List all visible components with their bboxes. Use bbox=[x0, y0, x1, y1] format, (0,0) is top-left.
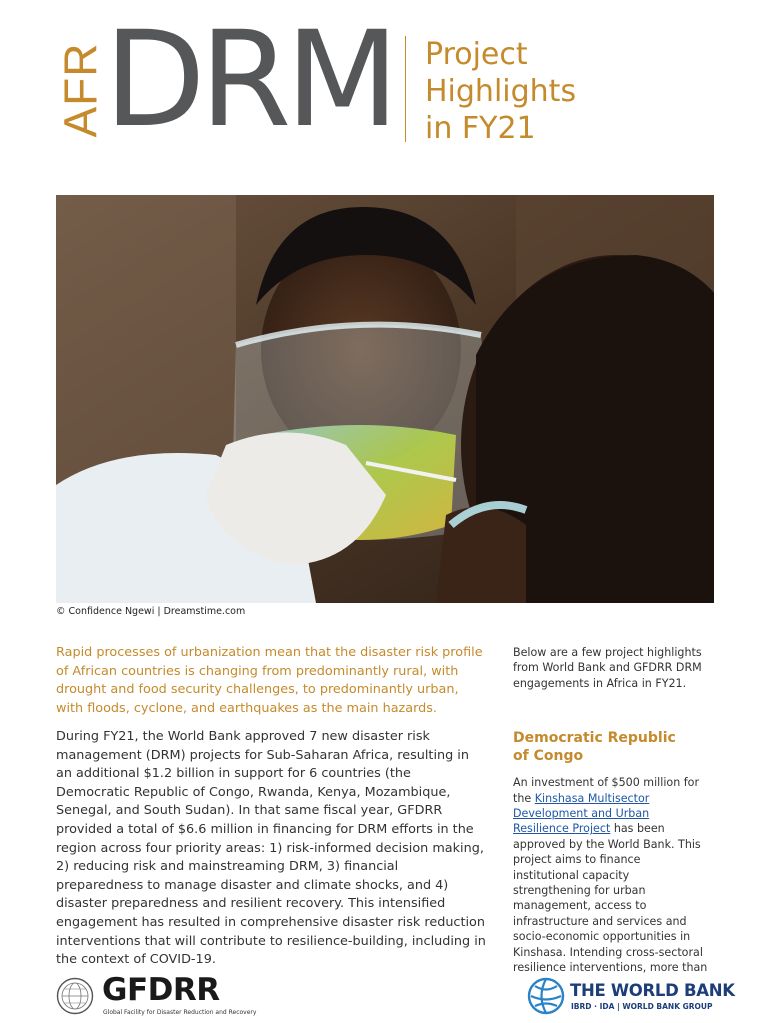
desc-after-link: has been approved by the World Bank. This project aims to finance institutional capacity strengthening for urban management, access to infrastructure and services and socio-economic opportunities in Kinshasa. Intending cross-sectoral resilience interventions, more than bbox=[513, 822, 708, 975]
afr-vertical-label: AFR bbox=[54, 42, 106, 138]
sidebar-intro: Below are a few project highlights from World Bank and GFDRR DRM engagements in Africa in FY21. bbox=[513, 646, 702, 690]
subtitle-line-3: in FY21 bbox=[425, 111, 536, 146]
hero-photo-illustration bbox=[56, 195, 714, 603]
gfdrr-subtitle: Global Facility for Disaster Reduction and Recovery bbox=[103, 1009, 257, 1016]
world-bank-globe-icon bbox=[527, 977, 565, 1015]
photo-credit: © Confidence Ngewi | Dreamstime.com bbox=[56, 606, 246, 617]
hero-photo bbox=[56, 195, 714, 603]
desc-before-link: An investment of $500 million for the bbox=[513, 776, 700, 805]
section-title-line-1: Democratic Republic bbox=[513, 730, 676, 747]
kinshasa-project-link[interactable]: Kinshasa Multisector Development and Urban Resilience Project bbox=[513, 791, 650, 836]
header-divider bbox=[405, 36, 406, 142]
subtitle-line-1: Project bbox=[425, 37, 528, 72]
world-bank-logo bbox=[527, 975, 735, 1020]
subtitle-line-2: Highlights bbox=[425, 74, 577, 109]
section-title-drc bbox=[513, 729, 713, 765]
section-title-line-2: of Congo bbox=[513, 748, 584, 765]
drm-title: DRM bbox=[104, 3, 394, 157]
world-bank-subtitle: IBRD · IDA | WORLD BANK GROUP bbox=[571, 1002, 713, 1011]
sidebar-column bbox=[513, 645, 713, 976]
world-bank-wordmark: THE WORLD BANK bbox=[570, 981, 735, 1000]
gfdrr-wordmark: GFDRR bbox=[102, 972, 220, 1008]
lede-paragraph: Rapid processes of urbanization mean that the disaster risk profile of African countries is changing from predominantly rural, with drought and food security challenges, to predominantly urban, with floods, cyclone, and earthquakes as the main hazards. bbox=[56, 645, 483, 716]
drc-description bbox=[513, 775, 708, 975]
gfdrr-logo bbox=[56, 972, 257, 1020]
header-subtitle bbox=[425, 36, 665, 147]
body-paragraph: During FY21, the World Bank approved 7 new disaster risk management (DRM) projects for Sub-Saharan Africa, resulting in an additional $1.2 billion in support for 6 countries (the Democratic Republic of Congo, Rwanda, Kenya, Mozambique, Senegal, and South Sudan). In that same fiscal year, GFDRR provided a total of $6.6 million in financing for DRM efforts in the region across four priority areas: 1) risk-informed decision making, 2) reducing risk and mainstreaming DRM, 3) financial preparedness to manage disaster and climate shocks, and 4) disaster preparedness and resilient recovery. This intensified engagement has resulted in comprehensive disaster risk reduction interventions that will contribute to resilience-building, including in the context of COVID-19. bbox=[56, 729, 486, 968]
gfdrr-seal-icon bbox=[56, 977, 94, 1015]
